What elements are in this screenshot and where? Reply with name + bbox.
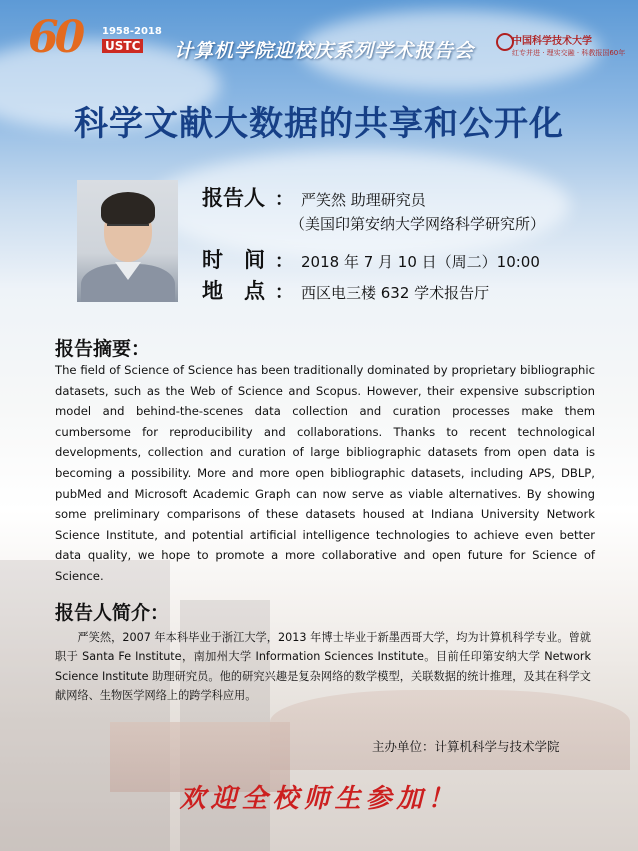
welcome-banner: 欢迎全校师生参加！ [179,784,459,814]
location-colon: ： [275,282,293,303]
logo-years: 1958-2018 [102,26,162,37]
logo-number: 60 [28,12,82,63]
university-subtitle: 红专并进 · 理实交融 · 科教报国60年 [512,49,626,57]
speaker-photo [77,180,178,302]
university-logo [512,32,630,58]
speaker-colon: ： [275,189,293,210]
speaker-name: 严笑然 助理研究员 [301,191,426,209]
series-title: 计算机学院迎校庆系列学术报告会 [174,40,475,62]
time-colon: ： [275,251,293,272]
speaker-label: 报告人 [202,186,265,210]
anniversary-logo [28,12,168,64]
organizer: 主办单位：计算机科学与技术学院 [372,739,560,754]
abstract-text: The field of Science of Science has been traditionally dominated by proprietary bibliographic datasets, such as the Web of Science and Scopus. However, their expensive subscription model and behind-the-scenes data collection and curation processes make them cumbersome for reproducibility and collaborations. Thanks to recent technological developments, collection and curation of large bibliographic datasets from open data is becoming a possibility. More and more open bibliographic datasets, including APS, DBLP, pubMed and Microsoft Academic Graph can now serve as viable alternatives. By showing some preliminary comparisons of these datasets housed at Indiana University Network Science Institute, and potential artificial intelligence technologies to achieve even better data quality, we hope to promote a more collaborative and open future for Science of Science. [55,363,595,583]
photo-glasses [107,224,149,238]
photo-hair [101,192,155,226]
time-label: 时 间 [202,248,265,272]
bio-heading: 报告人简介： [55,602,170,624]
time-value: 2018 年 7 月 10 日（周二）10:00 [301,253,540,271]
location-label: 地 点 [202,279,265,303]
time-row [202,244,540,274]
seal-icon [496,33,514,51]
bio-text: 严笑然，2007 年本科毕业于浙江大学，2013 年博士毕业于新墨西哥大学，均为计算机科学专业。曾就职于 Santa Fe Institute，南加州大学 Information Sciences Institute。目前任印第安纳大学 Network Science Institute 助理研究员。他的研究兴趣是复杂网络的数学模型，关联数据的统计推理，及其在科学文献网络、生物医学网络上的跨学科应用。 [55,631,591,703]
affiliation-row [290,213,545,234]
abstract-heading: 报告摘要： [55,338,151,360]
page-title: 科学文献大数据的共享和公开化 [74,104,564,144]
university-name: 中国科学技术大学 [512,36,592,47]
logo-ustc: USTC [102,39,143,53]
speaker-row [202,182,426,212]
location-row [202,275,489,305]
location-value: 西区电三楼 632 学术报告厅 [301,284,490,302]
speaker-affiliation: （美国印第安纳大学网络科学研究所） [290,215,546,233]
